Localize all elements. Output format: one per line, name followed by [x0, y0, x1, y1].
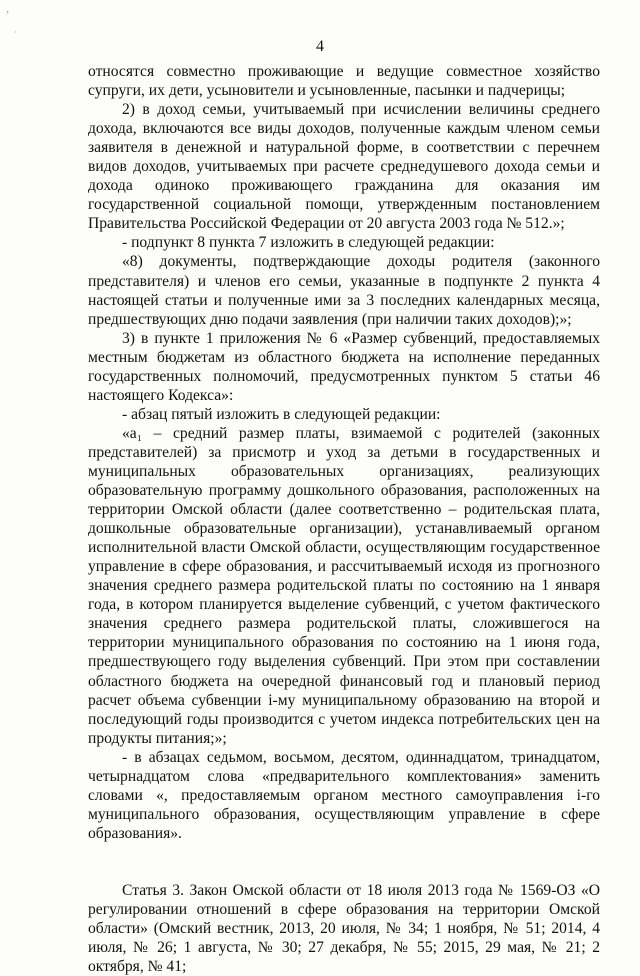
page-number: 4 [316, 38, 324, 55]
scan-mark-icon: ʼ [6, 10, 10, 21]
article-paragraph: Статья 3. Закон Омской области от 18 июля 2013 года № 1569-ОЗ «О регулировании отношений в сфере образования на территории Омской области» (Омский вестник, 2013, 20 июля, № 34; 1 ноября, № 51; 2014, 4 июля, № 26; 1 августа, № 30; 27 декабря, № 55; 2015, 29 мая, № 21; 2 октября, № 41; [88, 881, 600, 976]
paragraph: «8) документы, подтверждающие доходы родителя (законного представителя) и членов его семьи, указанные в подпункте 2 пункта 4 настоящей статьи и полученные ими за 3 последних календарных месяца, предшествующих дню подачи заявления (при наличии таких доходов);»; [88, 253, 600, 328]
paragraph: 2) в доход семьи, учитываемый при исчислении величины среднего дохода, включаются все виды доходов, полученные каждым членом семьи заявителя в денежной и натуральной форме, в соответствии с перечнем видов доходов, учитываемых при расчете среднедушевого дохода семьи и дохода одиноко проживающего гражданина для оказания им государственной социальной помощи, утвержденным постановлением Правительства Российской Федерации от 20 августа 2003 года № 512.»; [88, 101, 600, 233]
paragraph: относятся совместно проживающие и ведущие совместное хозяйство супруги, их дети, усыновители и усыновленные, пасынки и падчерицы; [88, 63, 600, 100]
scan-mark-icon: · [14, 27, 17, 37]
paragraph: 3) в пункте 1 приложения № 6 «Размер субвенций, предоставляемых местным бюджетам из областного бюджета на исполнение переданных государственных полномочий, предусмотренных пунктом 5 статьи 46 настоящего Кодекса»: [88, 329, 600, 404]
paragraph: «a₁ – средний размер платы, взимаемой с родителей (законных представителей) за присмотр и уход за детьми в государственных и муниципальных образовательных организациях, реализующих образовательную программу дошкольного образования, расположенных на территории Омской области (далее соответственно – родительская плата, дошкольные образовательные организации), устанавливаемый органом исполнительной власти Омской области, осуществляющим государственное управление в сфере образования, и рассчитываемый исходя из прогнозного значения среднего размера родительской платы по состоянию на 1 января года, в котором планируется выделение субвенций, с учетом фактического значения среднего размера родительской платы, сложившегося на территории муниципального образования по состоянию на 1 июня года, предшествующего году выделения субвенций. При этом при составлении областного бюджета на очередной финансовый год и плановый период расчет объема субвенции i-му муниципальному образованию на второй и последующий годы производится с учетом индекса потребительских цен на продукты питания;»; [88, 424, 600, 747]
paragraph-gap [88, 843, 600, 881]
paragraph: - в абзацах седьмом, восьмом, десятом, одиннадцатом, тринадцатом, четырнадцатом слова «предварительного комплектования» заменить словами «, предоставляемым органом местного самоуправления i-го муниципального образования, осуществляющим управление в сфере образования». [88, 748, 600, 842]
paragraph: - подпункт 8 пункта 7 изложить в следующей редакции: [122, 234, 495, 252]
document-body [88, 62, 600, 976]
paragraph: - абзац пятый изложить в следующей редакции: [122, 405, 441, 423]
